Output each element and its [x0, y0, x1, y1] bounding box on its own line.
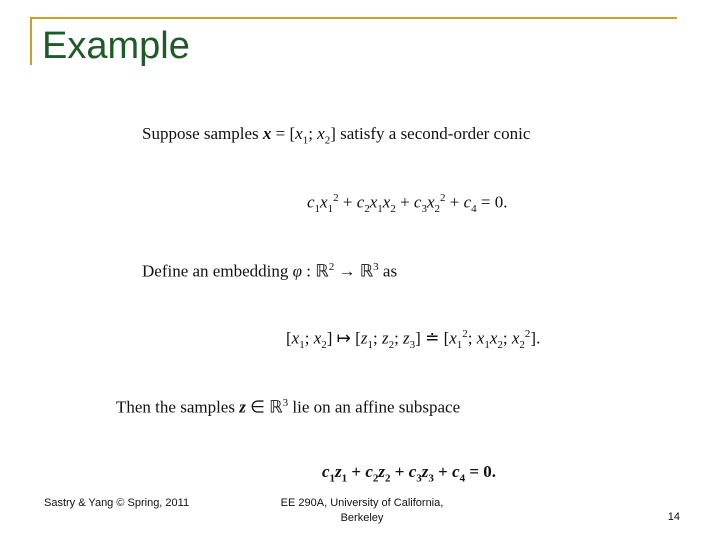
page-number: 14: [667, 511, 680, 523]
line-suppose-samples: Suppose samples $x = [x_1$; $x_2$] satisfy a second-order conic: [142, 124, 531, 147]
footer-left: Sastry & Yang © Spring, 2011: [44, 497, 190, 509]
line5-end: lie on an affine subspace: [292, 397, 461, 417]
slide-frame-left: [30, 17, 32, 65]
footer-center: EE 290A, University of California, Berkeley: [280, 497, 444, 525]
line3-text: Define an embedding: [142, 261, 289, 281]
equation-conic: $c_1x_1^2 + c_2x_1x_2 + c_3x_2^2 + c_4 = 0$.: [307, 192, 508, 216]
equation-affine: $c_1z_1 + c_2z_2 + c_3z_3 + c_4 = 0$.: [322, 462, 497, 485]
line1-text: Suppose samples: [142, 124, 259, 143]
line-then-samples: Then the samples z ∈ ℝ$^3$ lie on an affine subspace: [116, 397, 461, 417]
line1-end: satisfy a second-order conic: [340, 124, 531, 143]
line-define-embedding: Define an embedding φ : ℝ$^2$ → ℝ$^3$ as: [142, 261, 398, 281]
slide-frame-top: [30, 17, 677, 19]
line3-end: as: [382, 261, 398, 281]
equation-embedding: [$x_1$; $x_2$] ↦ [$z_1$; $z_2$; $z_3$] ≐ [$x_1^2$; $x_1x_2$; $x_2^2$].: [286, 328, 541, 352]
slide-title: Example: [42, 25, 190, 67]
line5-text: Then the samples: [116, 397, 235, 417]
